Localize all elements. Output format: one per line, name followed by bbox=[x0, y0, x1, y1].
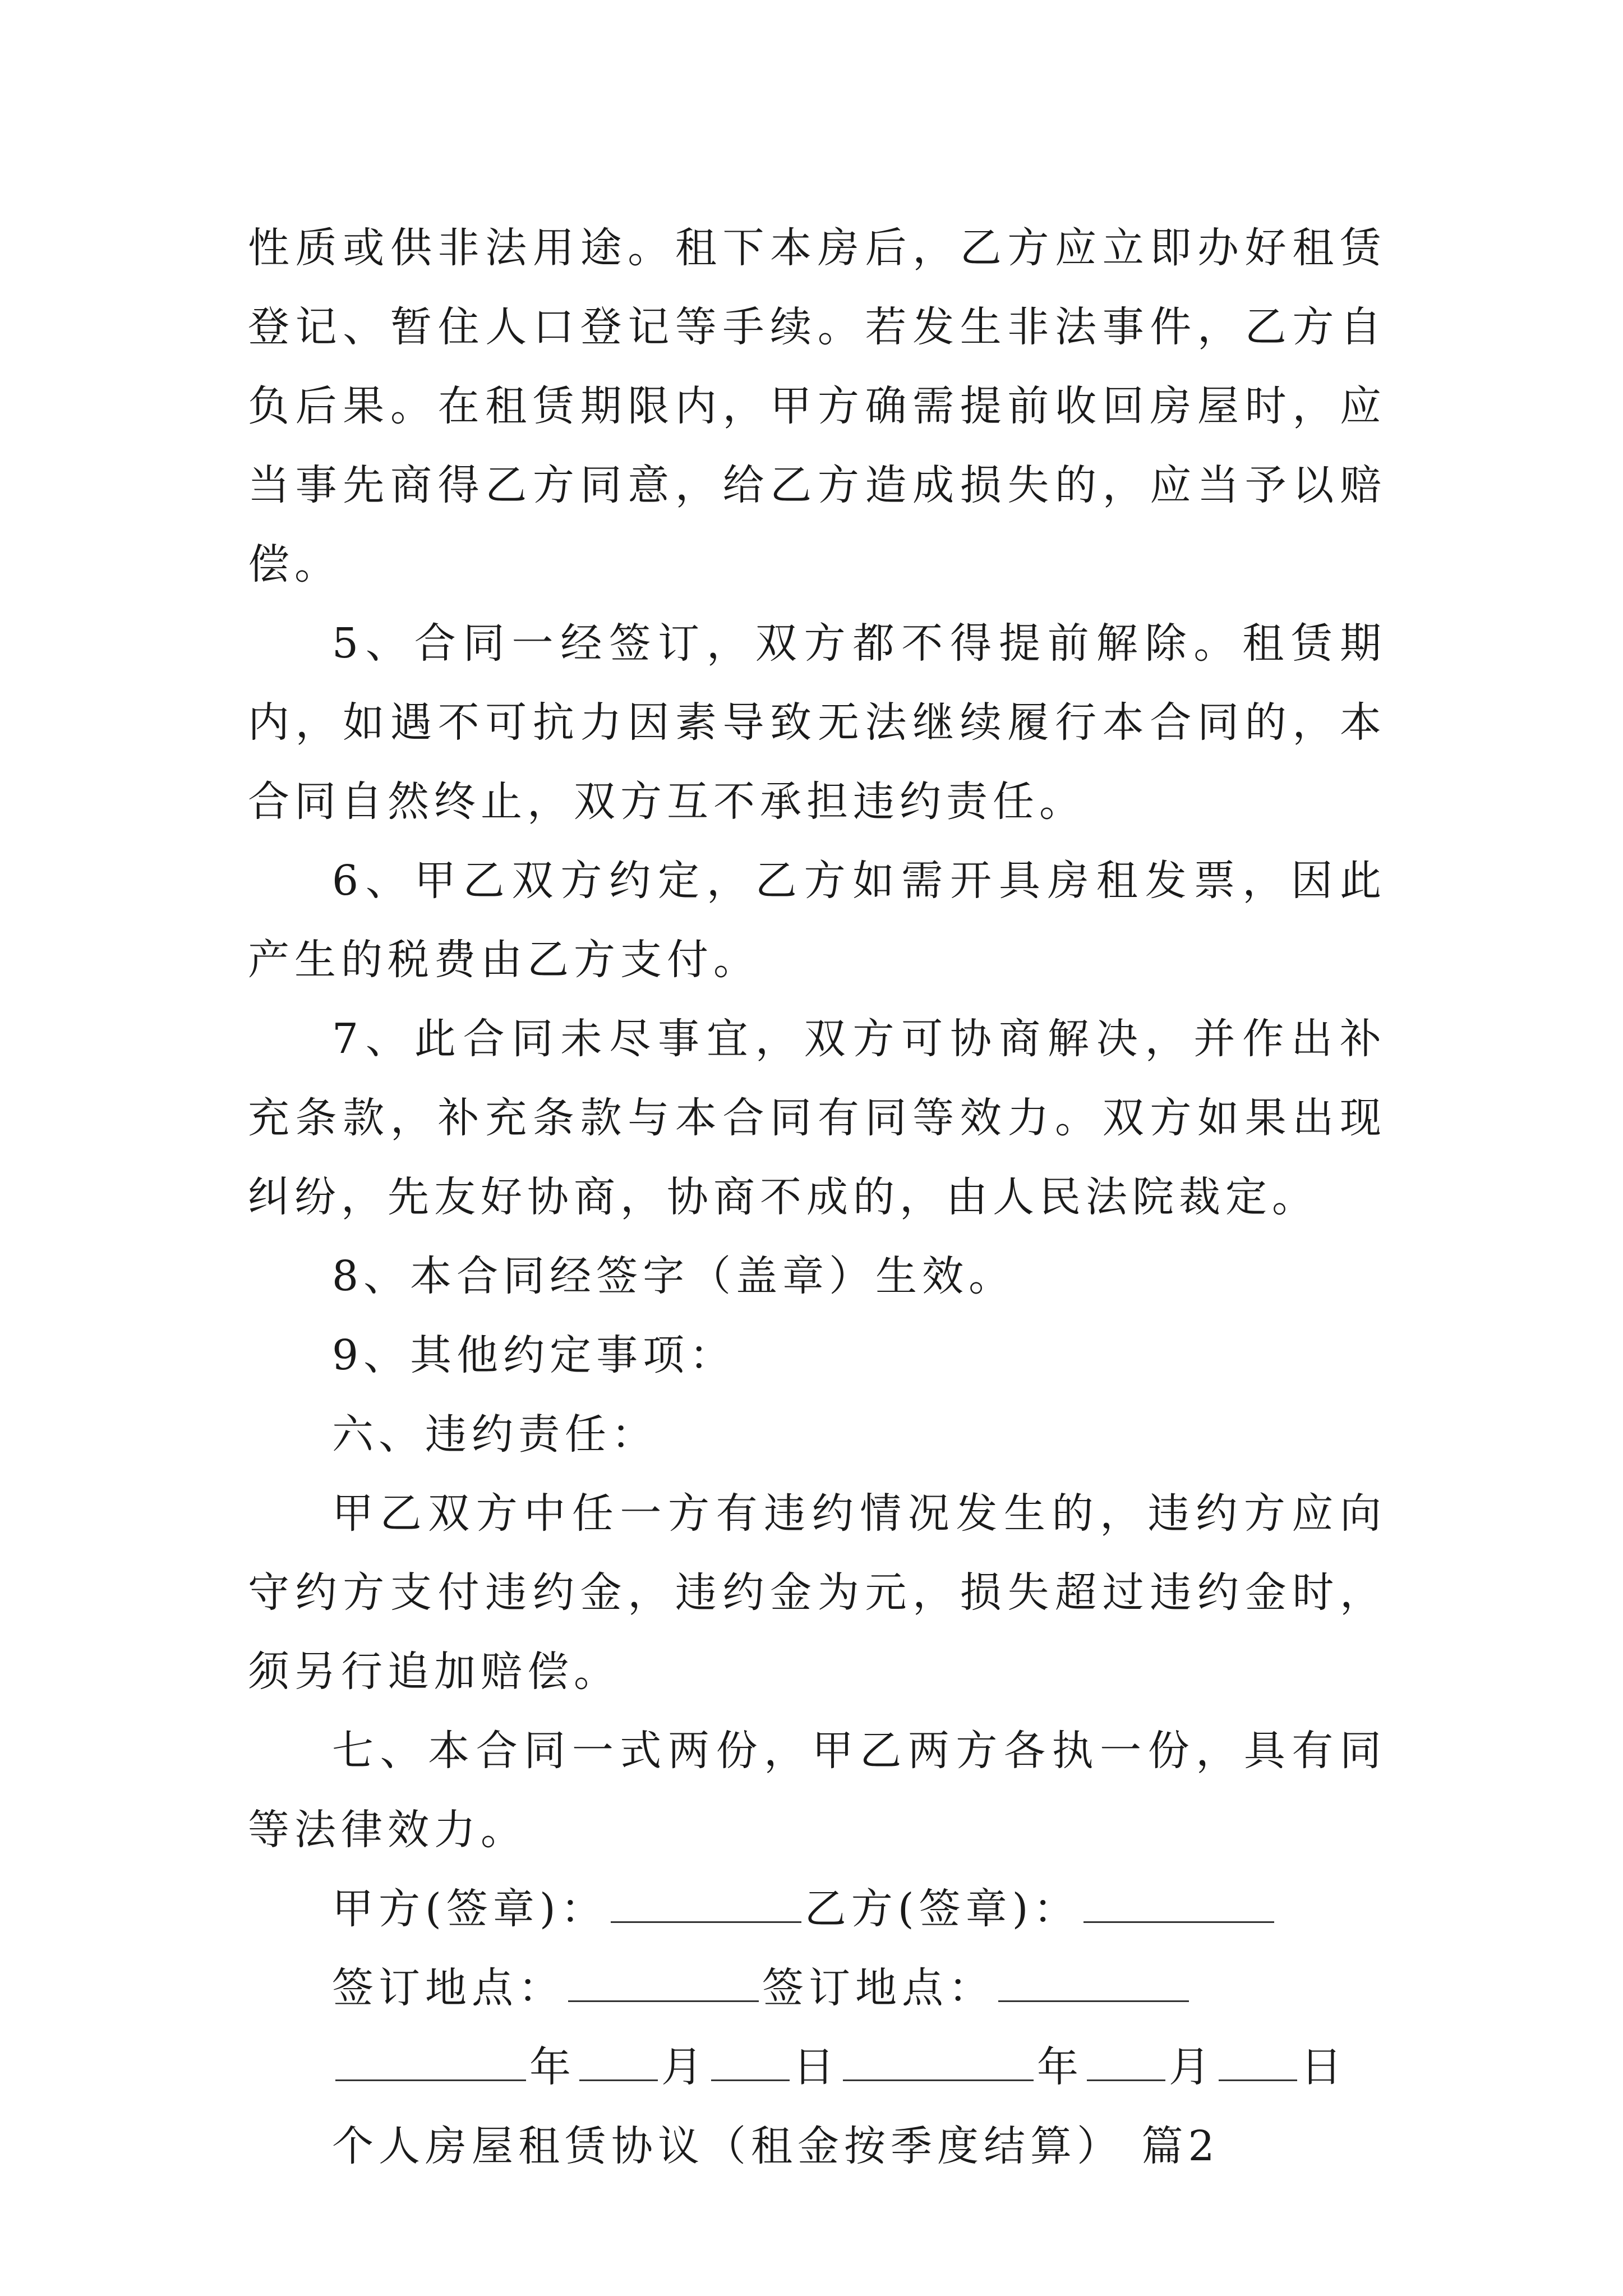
paragraph-continuation: 性质或供非法用途。租下本房后，乙方应立即办好租赁登记、暂住人口登记等手续。若发生非法事件，乙方自负后果。在租赁期限内，甲方确需提前收回房屋时，应当事先商得乙方同意，给乙方造成损失的，应当予以赔偿。 bbox=[248, 224, 1386, 588]
signature-row bbox=[248, 1870, 1386, 1949]
party-b-year-blank bbox=[843, 2042, 1034, 2081]
clause-5: 5、合同一经签订，双方都不得提前解除。租赁期内，如遇不可抗力因素导致无法继续履行本合同的，本合同自然终止，双方互不承担违约责任。 bbox=[248, 619, 1386, 826]
party-b-day-blank bbox=[1219, 2042, 1297, 2081]
party-b-signature-blank bbox=[1083, 1884, 1274, 1923]
clause-6: 6、甲乙双方约定，乙方如需开具房租发票，因此产生的税费由乙方支付。 bbox=[248, 857, 1386, 984]
party-a-place-blank bbox=[568, 1963, 759, 2002]
party-a-place-label: 签订地点： bbox=[332, 1964, 565, 2012]
party-b-place-blank bbox=[998, 1963, 1189, 2002]
section-7-copies: 七、本合同一式两份，甲乙两方各执一份，具有同等法律效力。 bbox=[248, 1727, 1386, 1854]
party-b-signature-label: 乙方(签章)： bbox=[804, 1885, 1080, 1933]
party-a-day-label: 日 bbox=[793, 2043, 840, 2091]
date-row bbox=[248, 2028, 1386, 2107]
document-body bbox=[248, 209, 1386, 2186]
party-a-year-blank bbox=[335, 2042, 526, 2081]
clause-8: 8、本合同经签字（盖章）生效。 bbox=[332, 1252, 1016, 1300]
section-6-heading: 六、违约责任： bbox=[332, 1410, 658, 1458]
party-b-month-label: 月 bbox=[1169, 2043, 1215, 2091]
clause-7: 7、此合同未尽事宜，双方可协商解决，并作出补充条款，补充条款与本合同有同等效力。双方如果出现纠纷，先友好协商，协商不成的，由人民法院裁定。 bbox=[248, 1015, 1386, 1221]
party-a-signature-blank bbox=[611, 1884, 801, 1923]
party-b-day-label: 日 bbox=[1301, 2043, 1347, 2091]
party-a-year-label: 年 bbox=[529, 2043, 576, 2091]
party-a-day-blank bbox=[711, 2042, 790, 2081]
party-a-signature-label: 甲方(签章)： bbox=[332, 1885, 607, 1933]
breach-clause: 甲乙双方中任一方有违约情况发生的，违约方应向守约方支付违约金，违约金为元，损失超过违约金时，须另行追加赔偿。 bbox=[248, 1489, 1386, 1696]
party-b-place-label: 签订地点： bbox=[762, 1964, 995, 2012]
party-b-month-blank bbox=[1087, 2042, 1165, 2081]
next-section-title: 个人房屋租赁协议（租金按季度结算） 篇2 bbox=[332, 2122, 1220, 2170]
party-a-month-blank bbox=[579, 2042, 658, 2081]
party-a-month-label: 月 bbox=[661, 2043, 708, 2091]
clause-9: 9、其他约定事项： bbox=[332, 1331, 736, 1379]
place-row bbox=[248, 1949, 1386, 2028]
party-b-year-label: 年 bbox=[1037, 2043, 1083, 2091]
